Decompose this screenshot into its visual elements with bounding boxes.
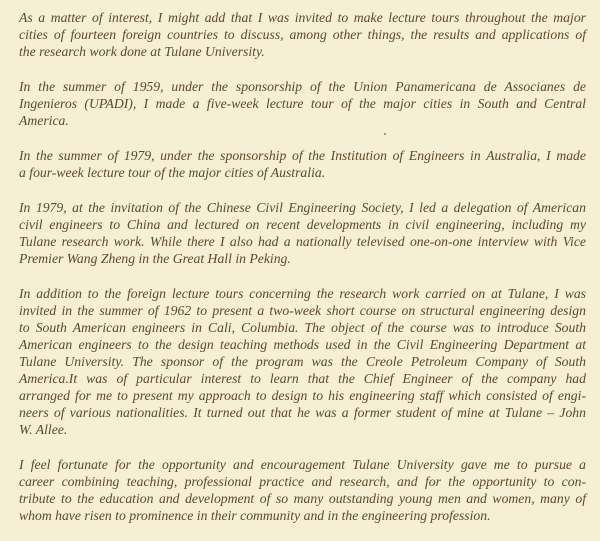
text-line: arranged for me to present my approach to design to his engineering staff which consisted of engi- [19, 388, 586, 403]
text-line: In the summer of 1979, under the sponsorship of the Institution of Engineers in Australia, I made [19, 148, 586, 163]
text-line: cities of fourteen foreign countries to discuss, among other things, the results and applications of [19, 27, 587, 42]
text-line: neers of various nationalities. It turned out that he was a former student of mine at Tulane – John [19, 405, 586, 420]
text-line: the research work done at Tulane University. [19, 44, 265, 59]
text-line: Tulane research work. While there I also had a nationally televised one-on-one interview with Vice [19, 234, 586, 249]
text-line: As a matter of interest, I might add that I was invited to make lecture tours throughout the major [19, 10, 586, 25]
paragraph-1979-australia [19, 147, 586, 181]
paragraph-1979-china [19, 199, 586, 267]
paragraph-1962-short-course [19, 285, 586, 438]
text-line: career combining teaching, professional practice and research, and for the opportunity to con- [19, 474, 587, 489]
text-line: I feel fortunate for the opportunity and encouragement Tulane University gave me to pursue a [19, 457, 586, 472]
text-line: In the summer of 1959, under the sponsorship of the Union Panamericana de Associanes de [19, 79, 586, 94]
text-line: America. [19, 113, 69, 128]
paragraph-1959-tour [19, 78, 586, 129]
text-line: invited in the summer of 1962 to present a two-week short course on structural engineering design [19, 303, 586, 318]
text-line: a four-week lecture tour of the major cities of Australia. [19, 165, 326, 180]
text-line: to South American engineers in Cali, Columbia. The object of the course was to introduce South [19, 320, 586, 335]
text-line: civil engineers to China and lectured on recent developments in civil engineering, including my [19, 217, 586, 232]
text-line: whom have risen to prominence in their community and in the engineering profession. [19, 508, 491, 523]
text-line: tribute to the education and development of so many outstanding young men and women, many of [19, 491, 587, 506]
text-line: Tulane University. The sponsor of the program was the Creole Petroleum Company of South [19, 354, 586, 369]
paragraph-lecture-tours [19, 9, 586, 60]
text-line: In 1979, at the invitation of the Chinese Civil Engineering Society, I led a delegation of American [19, 200, 586, 215]
text-line: In addition to the foreign lecture tours concerning the research work carried on at Tulane, I was [19, 286, 586, 301]
paragraph-closing-gratitude [19, 456, 586, 524]
text-line: American engineers to the design teaching methods used in the Civil Engineering Department at [19, 337, 586, 352]
print-speck [384, 133, 386, 135]
text-line: America.It was of particular interest to learn that the Chief Engineer of the company had [19, 371, 586, 386]
text-line: Premier Wang Zheng in the Great Hall in Peking. [19, 251, 291, 266]
text-line: W. Allee. [19, 422, 68, 437]
text-line: Ingenieros (UPADI), I made a five-week lecture tour of the major cities in South and Central [19, 96, 586, 111]
